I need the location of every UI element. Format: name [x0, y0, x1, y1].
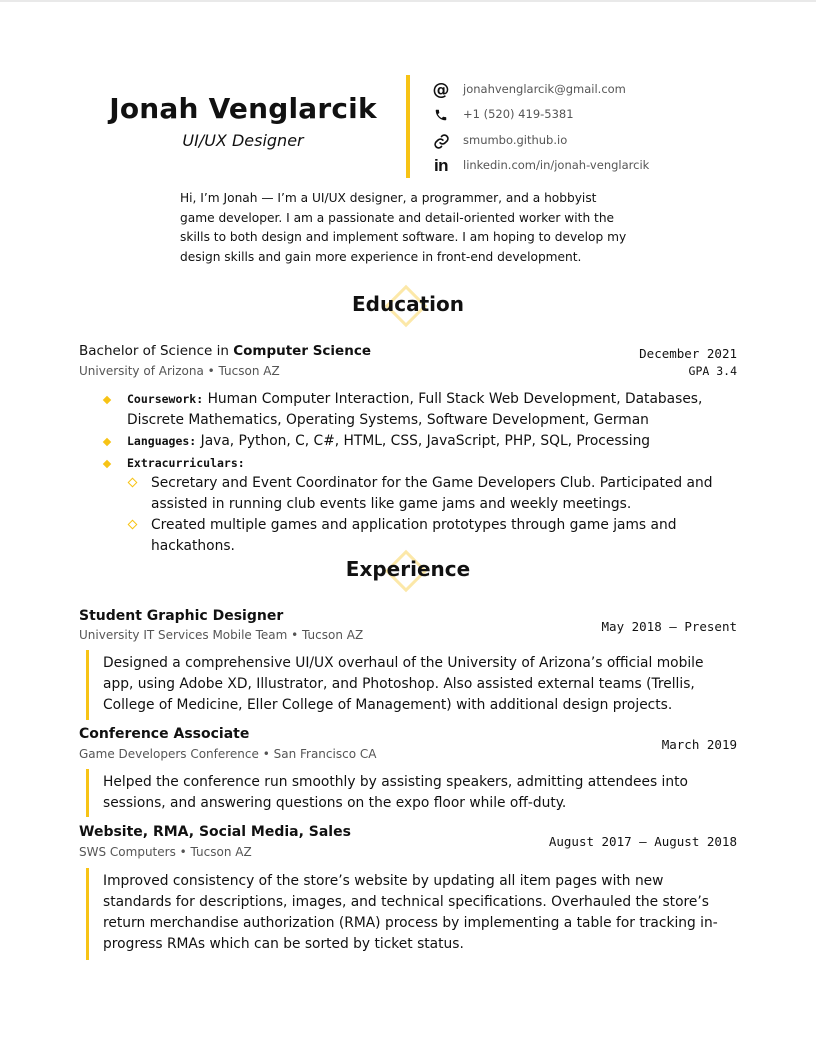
experience-heading: Experience: [345, 557, 471, 581]
link-icon: [430, 130, 452, 152]
contact-website-text[interactable]: smumbo.github.io: [463, 133, 568, 147]
summary-paragraph: Hi, I’m Jonah — I’m a UI/UX designer, a programmer, and a hobbyist game developer. I am a passionate and detail-oriented worker with the skills to both design and implement software. I am hoping to develop my design skills and gain more experience in front-end development.: [180, 191, 627, 264]
gpa: GPA 3.4: [688, 364, 737, 378]
experience-section-header: [0, 547, 816, 607]
contact-linkedin[interactable]: [430, 155, 690, 177]
phone-icon: [430, 104, 452, 126]
job-description: Improved consistency of the store’s website by updating all item pages with new standards for descriptions, images, and technical specifications. Overhauled the store’s return merchandise authorization (RMA) process by implementing a table for tracking in-progress RMAs which can be sorted by ticket status.: [103, 873, 718, 952]
bullet-icon: [103, 460, 111, 468]
graduation-date: December 2021: [639, 346, 737, 361]
degree: [79, 343, 371, 359]
contact-linkedin-text[interactable]: linkedin.com/in/jonah-venglarcik: [463, 158, 650, 172]
education-heading: Education: [352, 292, 464, 316]
job-date: August 2017 — August 2018: [548, 834, 737, 849]
job-org: SWS Computers • Tucson AZ: [79, 845, 252, 859]
job-accent-bar: [86, 650, 89, 720]
coursework-text: Human Computer Interaction, Full Stack Web Development, Databases, Discrete Mathematics, Operating Systems, Software Development, German: [127, 391, 703, 428]
languages-text: Java, Python, C, C#, HTML, CSS, JavaScript, PHP, SQL, Processing: [200, 433, 651, 449]
bullet-icon: [103, 438, 111, 446]
contact-email[interactable]: [430, 79, 690, 101]
contact-phone[interactable]: [430, 104, 690, 126]
sub-bullet-icon: [128, 478, 138, 488]
school: University of Arizona • Tucson AZ: [79, 364, 280, 378]
job-org: University IT Services Mobile Team • Tucson AZ: [79, 628, 364, 642]
contact-phone-text[interactable]: +1 (520) 419-5381: [463, 107, 574, 121]
education-section-header: [0, 282, 816, 342]
job-description: Helped the conference run smoothly by assisting speakers, admitting attendees into sessions, and answering questions on the expo floor while off-duty.: [103, 774, 688, 811]
at-icon: @: [432, 80, 450, 100]
extracurriculars-item: [127, 453, 737, 474]
contact-email-text[interactable]: jonahvenglarcik@gmail.com: [463, 82, 626, 96]
coursework-item: [127, 389, 737, 431]
job-description: Designed a comprehensive UI/UX overhaul of the University of Arizona’s official mobile app, using Adobe XD, Illustrator, and Photoshop. Also assisted external teams (Trellis, College of Medicine, Eller College of Management) with additional design projects.: [103, 655, 704, 713]
extracurricular-item: Created multiple games and application prototypes through game jams and hackathons.: [151, 517, 677, 554]
education-entry: [79, 343, 737, 383]
resume-name: Jonah Venglarcik: [109, 92, 377, 125]
job-title: Conference Associate: [79, 726, 250, 742]
extracurricular-item: Secretary and Event Coordinator for the Game Developers Club. Participated and assisted in running club events like game jams and weekly meetings.: [151, 475, 713, 512]
coursework-label: Coursework:: [127, 392, 204, 406]
sub-bullet-icon: [128, 520, 138, 530]
degree-field: Computer Science: [233, 343, 371, 359]
linkedin-icon: in: [433, 156, 449, 175]
job-title: Website, RMA, Social Media, Sales: [79, 824, 351, 840]
job-accent-bar: [86, 868, 89, 960]
job-entry: [79, 824, 737, 864]
degree-prefix: Bachelor of Science in: [79, 343, 234, 359]
page-top-border: [0, 0, 816, 2]
job-title: Student Graphic Designer: [79, 608, 284, 624]
extracurriculars-label: Extracurriculars:: [127, 456, 245, 470]
languages-label: Languages:: [127, 434, 197, 448]
contact-website[interactable]: [430, 130, 690, 152]
job-entry: [79, 608, 737, 648]
job-date: May 2018 — Present: [601, 619, 737, 634]
job-accent-bar: [86, 769, 89, 817]
bullet-icon: [103, 396, 111, 404]
languages-item: [127, 431, 737, 452]
job-entry: [79, 726, 737, 766]
resume-title: UI/UX Designer: [182, 131, 304, 150]
job-org: Game Developers Conference • San Francisco CA: [79, 747, 377, 761]
job-date: March 2019: [661, 737, 737, 752]
header-divider: [406, 75, 410, 178]
